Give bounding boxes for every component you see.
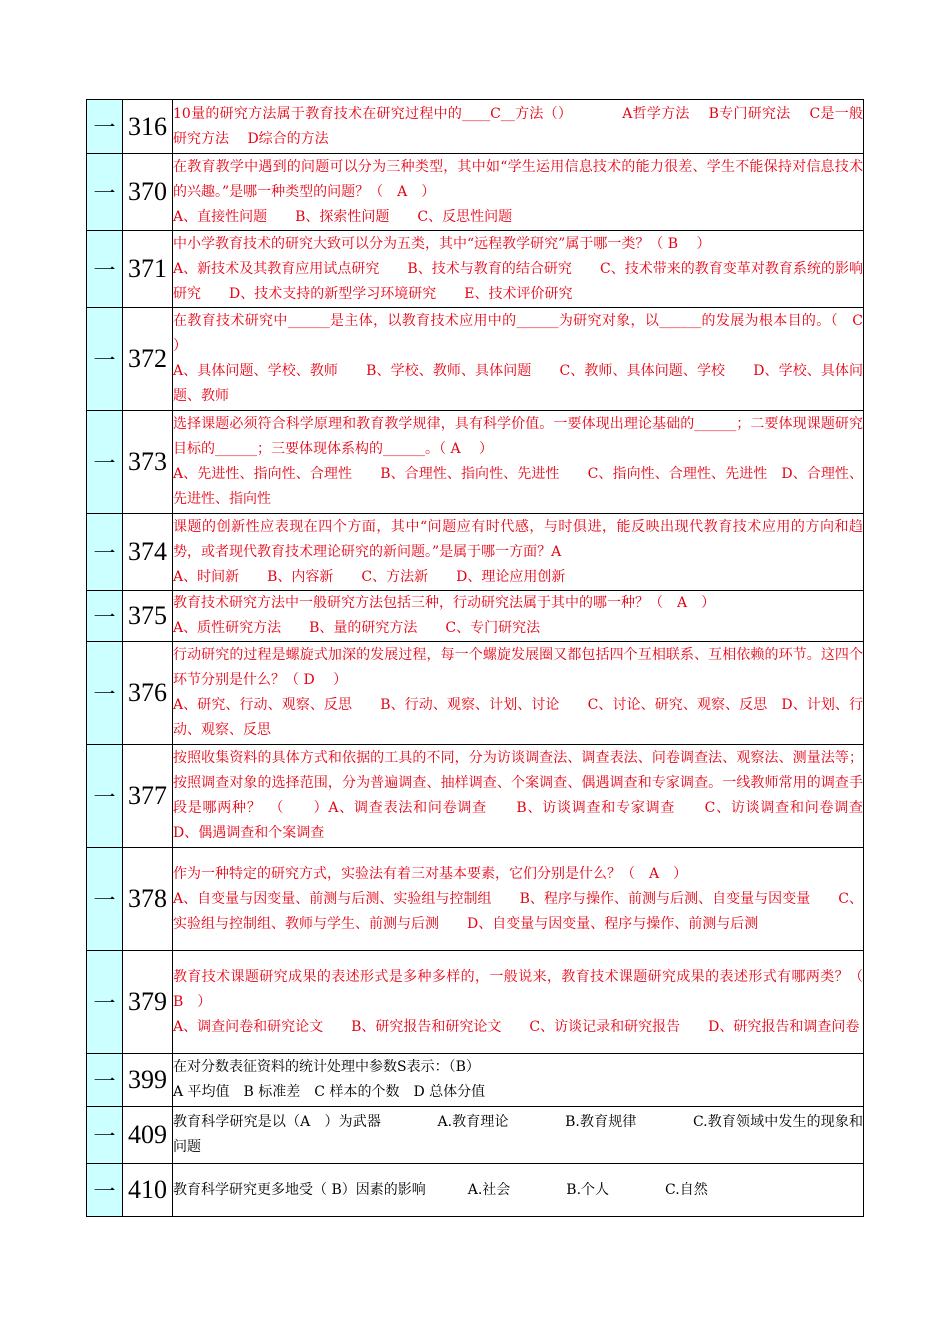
question-category: 一 — [87, 154, 123, 231]
question-category: 一 — [87, 642, 123, 745]
question-number: 372 — [123, 308, 173, 411]
question-number: 370 — [123, 154, 173, 231]
question-stem: 在对分数表征资料的统计处理中参数S表示：（B） — [173, 1059, 480, 1075]
question-number: 371 — [123, 231, 173, 308]
question-stem: 教育科学研究是以（A ）为武器 A.教育理论 B.教育规律 C.教育领域中发生的现象和问题 — [173, 1114, 863, 1155]
question-category: 一 — [87, 514, 123, 591]
question-category: 一 — [87, 231, 123, 308]
question-row — [87, 1107, 864, 1164]
question-stem: 课题的创新性应表现在四个方面，其中“问题应有时代感，与时俱进，能反映出现代教育技术应用的方向和趋势，或者现代教育技术理论研究的新问题。”是属于哪一方面？A — [173, 518, 863, 560]
question-stem: 按照收集资料的具体方式和依据的工具的不同，分为访谈调查法、调查表法、问卷调查法、观察法、测量法等；按照调查对象的选择范围，分为普遍调查、抽样调查、个案调查、偶遇调查和专家调查。一线教师常用的调查手段是哪两种？ （ ）A、调查表法和问卷调查 B、访谈调查和专家调查 C、访谈调查和问卷调查 D、偶遇调查和个案调查 — [173, 750, 891, 841]
question-text-cell — [173, 514, 864, 591]
question-stem: 教育科学研究更多地受（ B）因素的影响 A.社会 B.个人 C.自然 — [173, 1181, 708, 1198]
question-row — [87, 951, 864, 1054]
question-text-cell — [173, 154, 864, 231]
question-stem: 选择课题必须符合科学原理和教育教学规律，具有科学价值。一要体现出理论基础的______；二要体现课题研究目标的______；三要体现体系构的______。（ A ） — [173, 416, 863, 457]
question-text-cell — [173, 308, 877, 411]
question-number: 410 — [123, 1164, 173, 1217]
question-text-cell — [173, 745, 891, 848]
question-text-cell — [173, 1107, 864, 1164]
question-stem: 教育技术研究方法中一般研究方法包括三种，行动研究法属于其中的哪一种？（ A ） — [173, 595, 716, 611]
question-text-cell — [173, 1054, 864, 1107]
question-row — [87, 154, 864, 231]
question-options: A 平均值 B 标准差 C 样本的个数 D 总体分值 — [173, 1084, 486, 1100]
question-text-cell — [173, 100, 864, 154]
question-text-cell — [173, 951, 877, 1054]
question-options: A、调查问卷和研究论文 B、研究报告和研究论文 C、访谈记录和研究报告 D、研究报告和调查问卷 — [173, 1018, 860, 1035]
question-number: 409 — [123, 1107, 173, 1164]
question-category: 一 — [87, 411, 123, 514]
question-text-cell — [173, 411, 864, 514]
question-number: 375 — [123, 591, 173, 642]
question-row — [87, 308, 864, 411]
question-category: 一 — [87, 1107, 123, 1164]
question-stem: 在教育技术研究中______是主体，以教育技术应用中的______为研究对象，以______的发展为根本目的。（ C ） — [173, 313, 877, 354]
question-row — [87, 642, 864, 745]
question-row — [87, 411, 864, 514]
question-number: 399 — [123, 1054, 173, 1107]
question-number: 377 — [123, 745, 173, 848]
question-row — [87, 514, 864, 591]
question-options: A、自变量与因变量、前测与后测、实验组与控制组 B、程序与操作、前测与后测、自变量与因变量 C、实验组与控制组、教师与学生、前测与后测 D、自变量与因变量、程序与操作、前测与后测 — [173, 890, 863, 932]
question-stem: 作为一种特定的研究方式，实验法有着三对基本要素，它们分别是什么？（ A ） — [173, 865, 688, 882]
question-text-cell — [173, 591, 864, 642]
question-number: 373 — [123, 411, 173, 514]
question-text-cell — [173, 231, 864, 308]
question-row — [87, 848, 864, 951]
question-text-cell — [173, 642, 864, 745]
question-category: 一 — [87, 1054, 123, 1107]
question-options: A、具体问题、学校、教师 B、学校、教师、具体问题 C、教师、具体问题、学校 D、学校、具体问题、教师 — [173, 363, 863, 404]
question-number: 378 — [123, 848, 173, 951]
question-options: A、时间新 B、内容新 C、方法新 D、理论应用创新 — [173, 568, 566, 585]
question-row — [87, 100, 864, 154]
question-category: 一 — [87, 1164, 123, 1217]
question-category: 一 — [87, 848, 123, 951]
question-row — [87, 1054, 864, 1107]
question-row — [87, 231, 864, 308]
question-text-cell — [173, 1164, 864, 1217]
question-number: 379 — [123, 951, 173, 1054]
question-category: 一 — [87, 308, 123, 411]
question-category: 一 — [87, 100, 123, 154]
question-options: A、质性研究方法 B、量的研究方法 C、专门研究法 — [173, 620, 541, 636]
question-options: A、先进性、指向性、合理性 B、合理性、指向性、先进性 C、指向性、合理性、先进性 D、合理性、先进性、指向性 — [173, 466, 863, 507]
question-row — [87, 591, 864, 642]
question-row — [87, 1164, 864, 1217]
question-number: 316 — [123, 100, 173, 154]
question-options: A、直接性问题 B、探索性问题 C、反思性问题 — [173, 208, 513, 225]
question-stem: 教育技术课题研究成果的表述形式是多种多样的，一般说来，教育技术课题研究成果的表述形式有哪两类？（ B ） — [173, 968, 877, 1010]
question-row — [87, 745, 864, 848]
question-number: 376 — [123, 642, 173, 745]
question-category: 一 — [87, 951, 123, 1054]
question-options: A、研究、行动、观察、反思 B、行动、观察、计划、讨论 C、讨论、研究、观察、反思 D、计划、行动、观察、反思 — [173, 697, 863, 738]
question-stem: 在教育教学中遇到的问题可以分为三种类型，其中如“学生运用信息技术的能力很差、学生不能保持对信息技术的兴趣。”是哪一种类型的问题？（ A ） — [173, 158, 863, 200]
question-stem: 10量的研究方法属于教育技术在研究过程中的____C__方法（） A哲学方法 B专门研究法 C是一般研究方法 D综合的方法 — [173, 105, 863, 147]
question-options: A、新技术及其教育应用试点研究 B、技术与教育的结合研究 C、技术带来的教育变革对教育系统的影响研究 D、技术支持的新型学习环境研究 E、技术评价研究 — [173, 260, 863, 302]
question-stem: 行动研究的过程是螺旋式加深的发展过程，每一个螺旋发展圈又都包括四个互相联系、互相依赖的环节。这四个环节分别是什么？（ D ） — [173, 647, 863, 688]
question-category: 一 — [87, 745, 123, 848]
question-category: 一 — [87, 591, 123, 642]
question-table-body — [87, 100, 891, 1217]
question-table — [86, 99, 891, 1217]
question-stem: 中小学教育技术的研究大致可以分为五类，其中“远程教学研究”属于哪一类？（ B ） — [173, 235, 711, 252]
question-text-cell — [173, 848, 864, 951]
question-number: 374 — [123, 514, 173, 591]
